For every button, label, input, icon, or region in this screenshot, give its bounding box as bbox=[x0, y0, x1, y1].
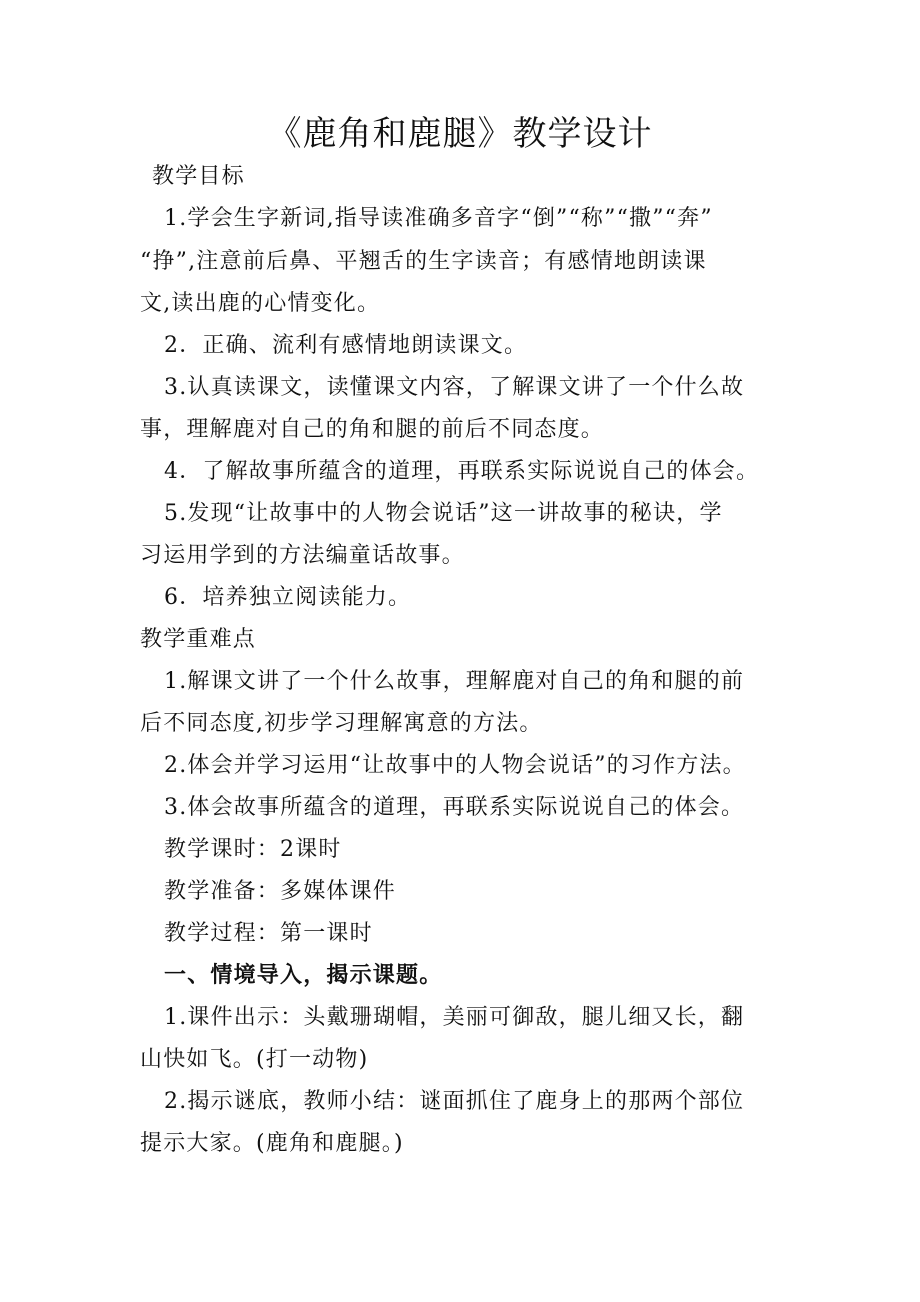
paragraph-line: 3.认真读课文，读懂课文内容，了解课文讲了一个什么故 bbox=[164, 375, 745, 400]
paragraph-line: 山快如飞。(打一动物) bbox=[140, 1047, 369, 1072]
paragraph-line: 后不同态度,初步学习理解寓意的方法。 bbox=[140, 711, 543, 736]
paragraph-line: 提示大家。(鹿角和鹿腿。) bbox=[140, 1131, 404, 1156]
heading-teaching-goals: 教学目标 bbox=[152, 164, 245, 189]
section-heading: 一、情境导入，揭示课题。 bbox=[164, 963, 443, 988]
paragraph-line: 1.课件出示：头戴珊瑚帽，美丽可御敌，腿儿细又长，翻 bbox=[164, 1005, 745, 1030]
paragraph-line: 教学课时：2课时 bbox=[164, 837, 342, 862]
paragraph-line: 教学准备：多媒体课件 bbox=[164, 879, 397, 904]
paragraph-line: 教学过程：第一课时 bbox=[164, 921, 373, 946]
paragraph-line: 2．正确、流利有感情地朗读课文。 bbox=[164, 333, 528, 358]
paragraph-line: 5.发现“让故事中的人物会说话”这一讲故事的秘诀，学 bbox=[164, 501, 723, 526]
paragraph-line: 2.体会并学习运用“让故事中的人物会说话”的习作方法。 bbox=[164, 753, 746, 778]
paragraph-line: 1.学会生字新词,指导读准确多音字“倒”“称”“撒”“奔” bbox=[164, 206, 713, 231]
paragraph-line: 2.揭示谜底，教师小结：谜面抓住了鹿身上的那两个部位 bbox=[164, 1089, 745, 1114]
paragraph-line: 4．了解故事所蕴含的道理，再联系实际说说自己的体会。 bbox=[164, 459, 760, 484]
paragraph-line: 文,读出鹿的心情变化。 bbox=[140, 291, 381, 316]
paragraph-line: 3.体会故事所蕴含的道理，再联系实际说说自己的体会。 bbox=[164, 795, 745, 820]
paragraph-line: 1.解课文讲了一个什么故事，理解鹿对自己的角和腿的前 bbox=[164, 669, 745, 694]
paragraph-line: 习运用学到的方法编童话故事。 bbox=[140, 543, 465, 568]
document-title: 《鹿角和鹿腿》教学设计 bbox=[267, 114, 653, 154]
heading-key-points: 教学重难点 bbox=[140, 627, 257, 652]
paragraph-line: “挣”,注意前后鼻、平翘舌的生字读音；有感情地朗读课 bbox=[140, 249, 707, 274]
paragraph-line: 6．培养独立阅读能力。 bbox=[164, 585, 412, 610]
paragraph-line: 事，理解鹿对自己的角和腿的前后不同态度。 bbox=[140, 417, 605, 442]
